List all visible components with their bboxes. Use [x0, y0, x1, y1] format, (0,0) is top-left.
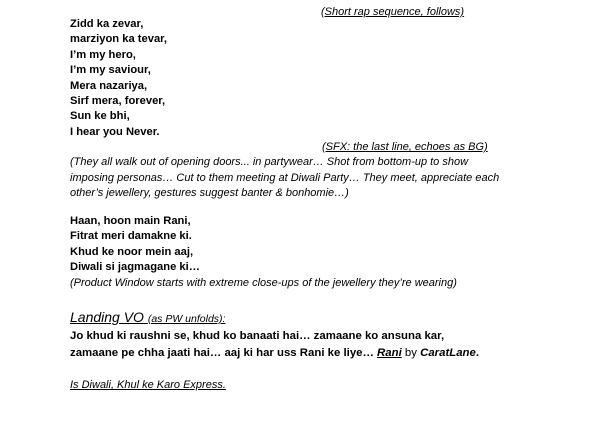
tagline: Is Diwali, Khul ke Karo Express.: [70, 379, 226, 391]
scene-line: imposing personas… Cut to them meeting at Diwali Party… They meet, appreciate each: [70, 171, 500, 184]
rap-lyrics: [70, 17, 167, 140]
product-window-note: (Product Window starts with extreme close-ups of the jewellery they’re wearing): [70, 277, 457, 289]
brand-caratlane: CaratLane: [420, 347, 476, 359]
brand-rani: Rani: [377, 347, 402, 359]
vo-line-2: zamaane pe chha jaati hai… aaj ki har uss Rani ke liye… Rani by CaratLane.: [70, 347, 479, 359]
lyric-line: Mera nazariya,: [70, 79, 148, 92]
landing-vo-text: [70, 328, 479, 362]
lyric-line: Khud ke noor mein aaj,: [70, 245, 194, 258]
rap-sequence-note: (Short rap sequence, follows): [321, 6, 465, 18]
lyric-line: Sun ke bhi,: [70, 110, 130, 123]
landing-vo-title: Landing VO: [70, 309, 144, 325]
scene-line: other’s jewellery, gestures suggest banter & bonhomie…): [70, 187, 349, 199]
lyric-line: Fitrat meri damakne ki.: [70, 230, 192, 243]
scene-line: (They all walk out of opening doors... in partywear… Shot from bottom-up to show: [70, 156, 469, 168]
rani-lyrics: [70, 214, 200, 276]
lyric-line: Zidd ka zevar,: [70, 18, 144, 30]
scene-description: [70, 155, 540, 202]
landing-vo-heading: [70, 309, 225, 328]
lyric-line: Haan, hoon main Rani,: [70, 215, 191, 227]
sfx-note: (SFX: the last line, echoes as BG): [322, 141, 488, 153]
lyric-line: Diwali si jagmagane ki…: [70, 261, 200, 274]
landing-vo-subtitle: (as PW unfolds):: [147, 313, 226, 325]
lyric-line: I’m my hero,: [70, 48, 136, 61]
lyric-line: marziyon ka tevar,: [70, 33, 168, 46]
vo-line-1: Jo khud ki raushni se, khud ko banaati hai… zamaane ko ansuna kar,: [70, 330, 445, 342]
lyric-line: Sirf mera, forever,: [70, 95, 166, 108]
lyric-line: I’m my saviour,: [70, 64, 151, 77]
lyric-line: I hear you Never.: [70, 125, 160, 138]
